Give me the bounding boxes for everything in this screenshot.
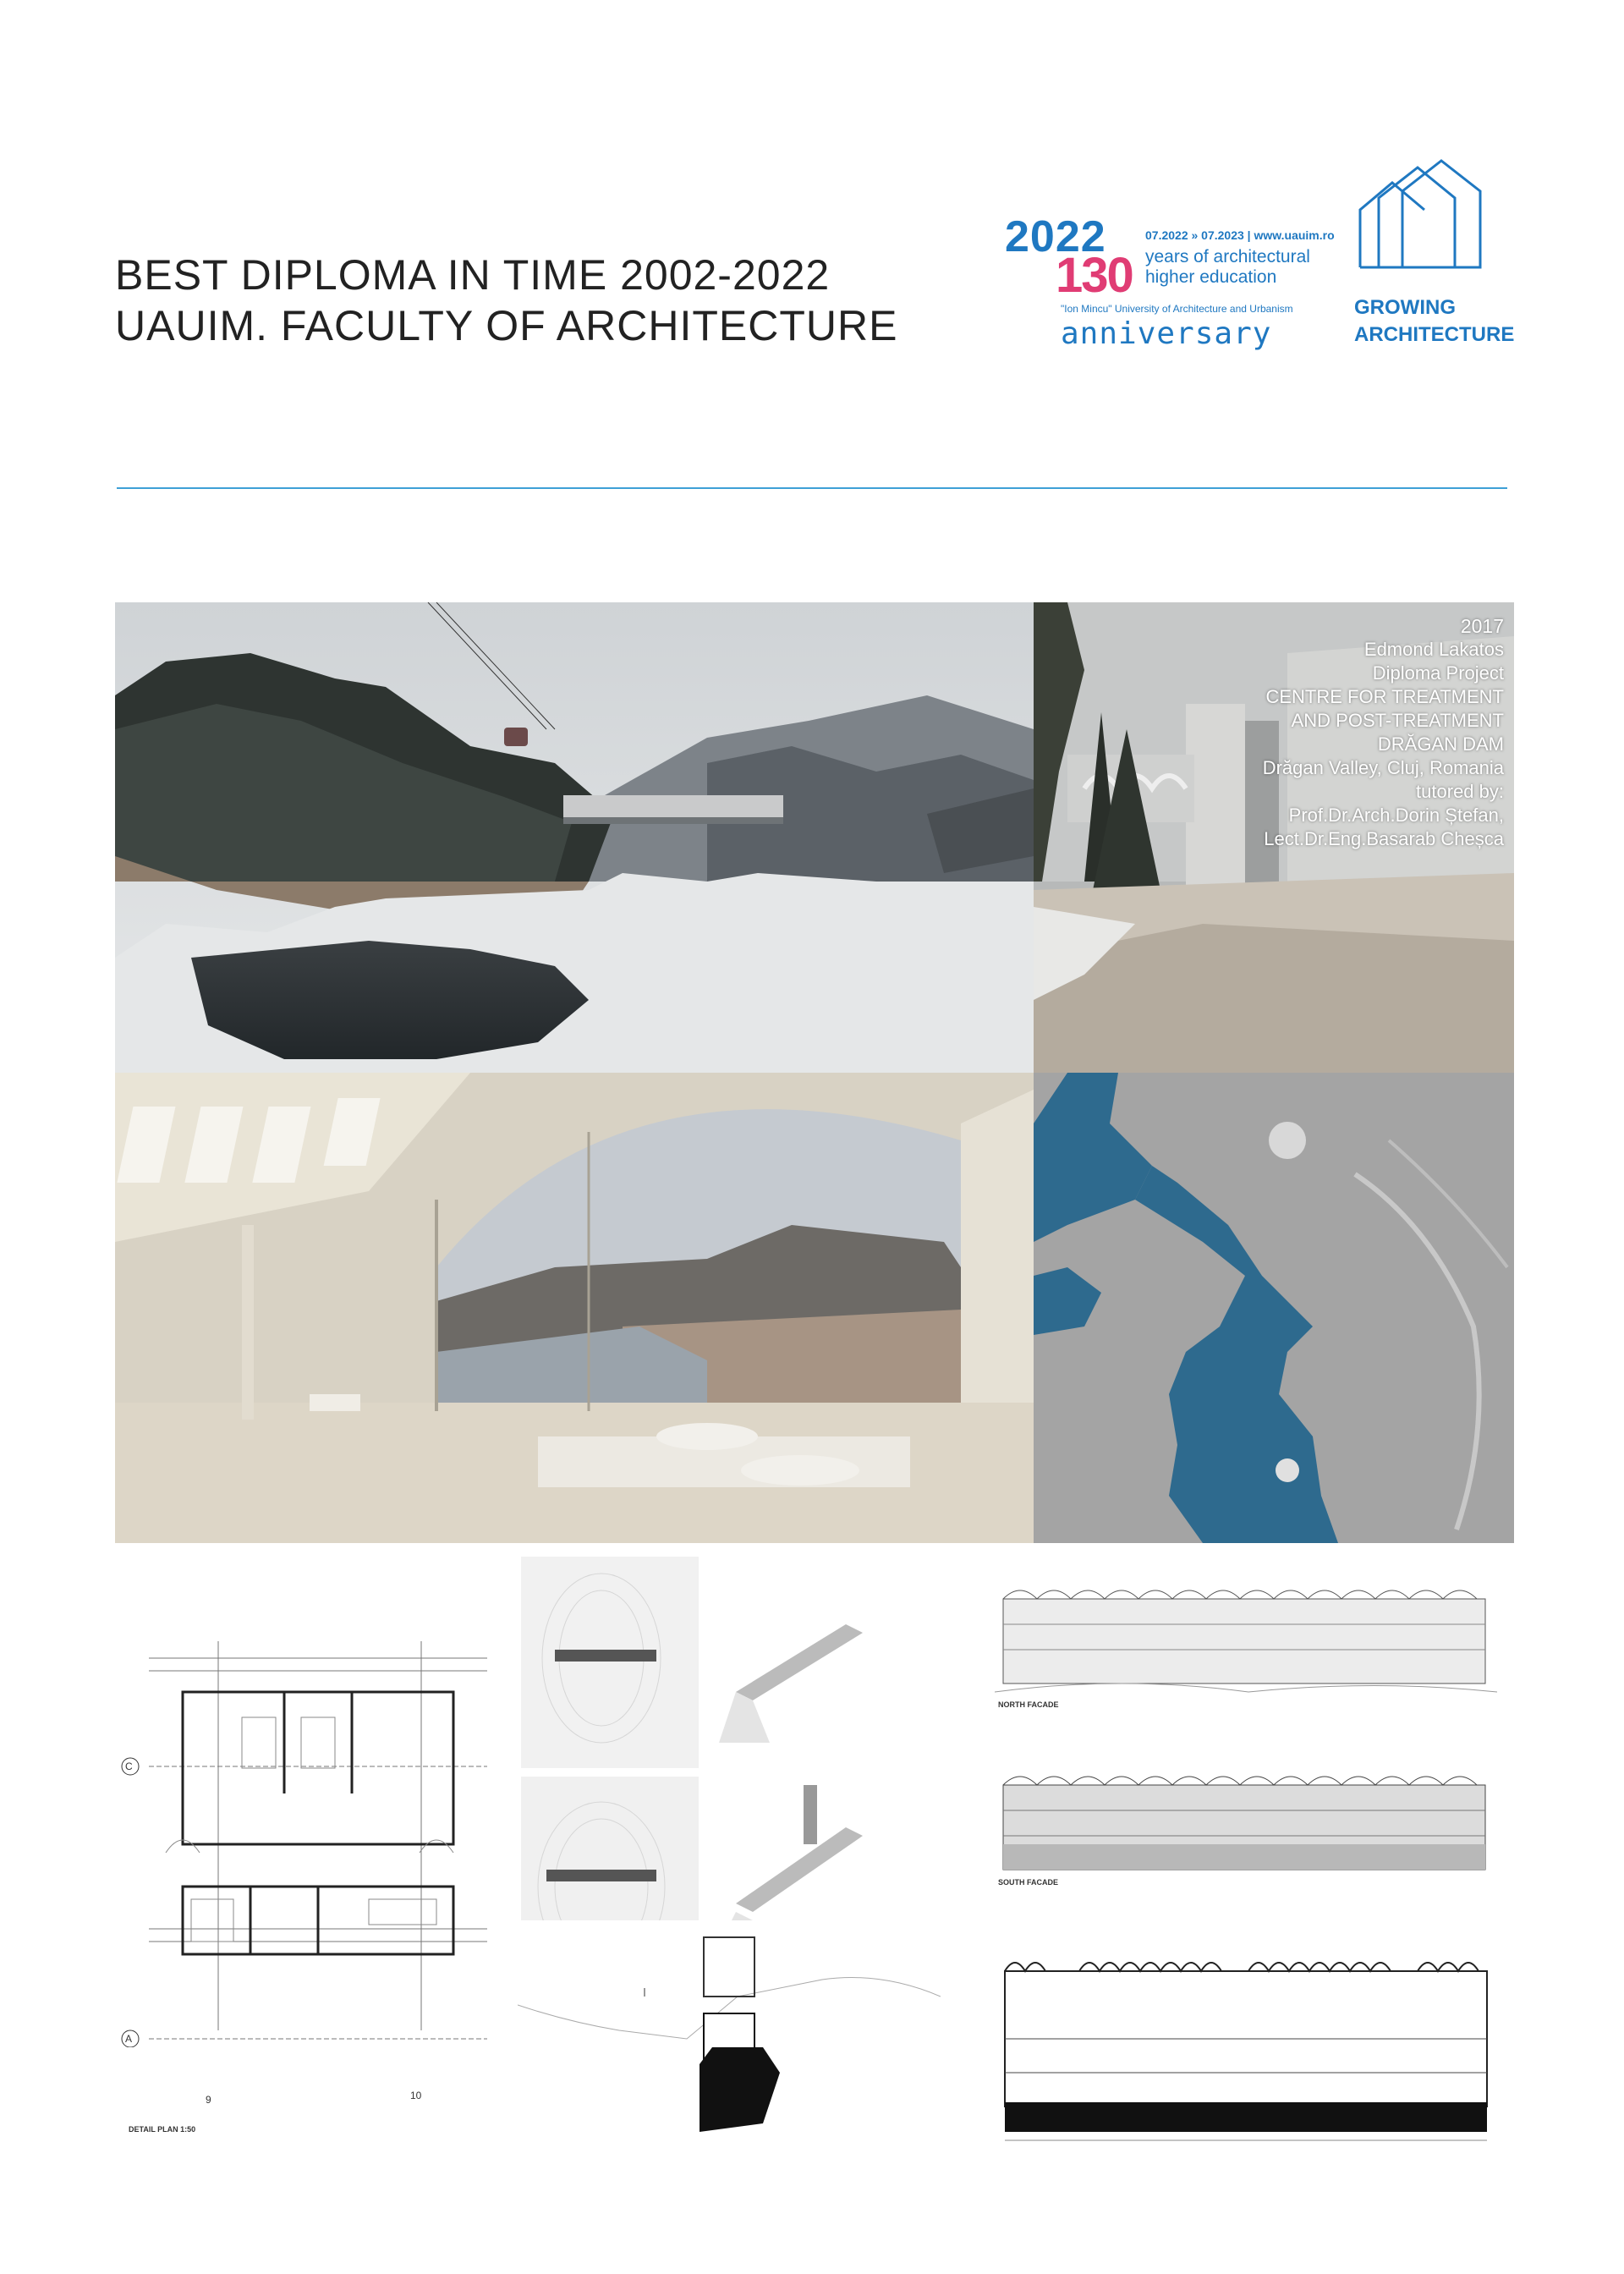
page-title-line-2: UAUIM. FACULTY OF ARCHITECTURE [115,302,898,349]
logo-dates: 07.2022 » 07.2023 | www.uauim.ro [1145,228,1335,242]
south-facade-label: SOUTH FACADE [998,1878,1059,1887]
growing-architecture-logo [1353,157,1514,352]
axis-label-10: 10 [410,2090,422,2101]
growing-line2: ARCHITECTURE [1354,323,1515,346]
logo-text-line2: higher education [1145,267,1277,287]
growing-line1: GROWING [1354,296,1456,319]
landscape-render-image [115,602,1034,1073]
aerial-site-map-image [1034,1073,1514,1543]
caption-type: Diploma Project [1372,662,1504,684]
logo-anniversary-word: anniversary [1061,316,1272,351]
north-facade-label: NORTH FACADE [998,1700,1059,1709]
caption-year: 2017 [1460,615,1504,637]
site-section-drawing [518,1920,941,2149]
anniversary-logo [1005,211,1343,355]
caption-title-2: AND POST-TREATMENT [1291,710,1504,731]
caption-title-1: CENTRE FOR TREATMENT [1265,686,1504,707]
caption-location: Drăgan Valley, Cluj, Romania [1262,757,1504,778]
logo-number: 130 [1056,248,1133,303]
south-facade-drawing [995,1760,1497,1895]
logo-text [1145,247,1310,288]
axis-label-a: A [125,2033,133,2045]
long-section-drawing [995,1920,1497,2149]
interior-render-image [115,1073,1034,1543]
building-exterior-render-image [1034,602,1514,1073]
caption-tutor-1: Prof.Dr.Arch.Dorin Ștefan, [1288,805,1504,826]
houses-icon [1353,157,1514,276]
logo-text-line1: years of architectural [1145,247,1310,266]
project-caption [1263,614,1504,851]
north-facade-drawing [995,1565,1497,1717]
axis-label-c: C [125,1760,133,1772]
logo-year: 2022 [1005,212,1106,261]
header-divider [117,487,1507,489]
detail-plan-label: DETAIL PLAN 1:50 [129,2125,196,2134]
caption-author: Edmond Lakatos [1363,639,1504,660]
page-title-line-1: BEST DIPLOMA IN TIME 2002-2022 [115,251,831,299]
detail-plan-drawing [115,1607,513,2047]
axis-label-9: 9 [206,2094,211,2106]
logo-university: "Ion Mincu" University of Architecture and Urbanism [1061,303,1293,315]
caption-title-3: DRĂGAN DAM [1377,733,1504,755]
caption-tutor-2: Lect.Dr.Eng.Basarab Cheșca [1264,828,1504,849]
caption-tutored: tutored by: [1416,781,1504,802]
growing-text [1354,294,1514,349]
